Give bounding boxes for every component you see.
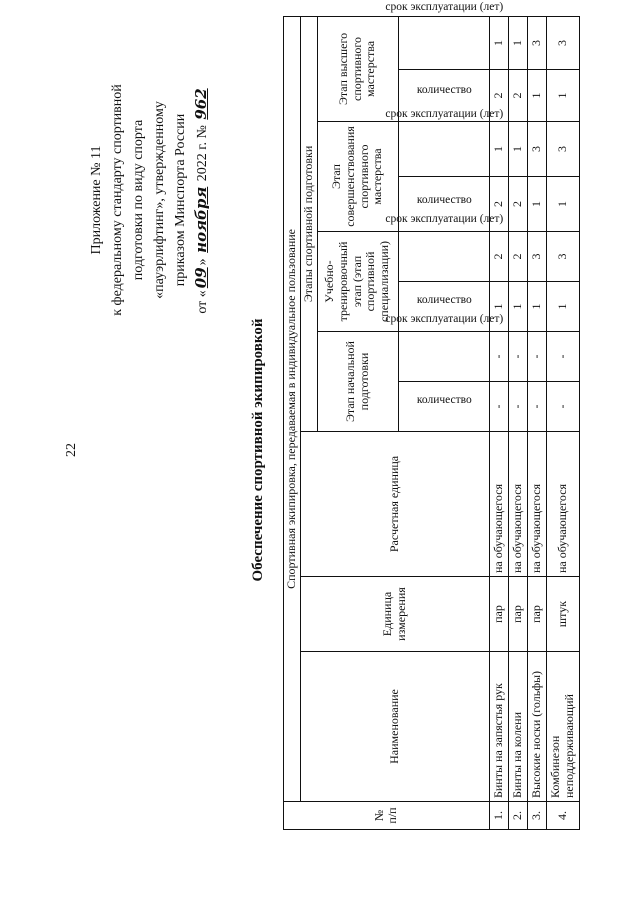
- row-value: -: [508, 382, 527, 432]
- row-calc: на обучающегося: [508, 432, 527, 577]
- row-calc: на обучающегося: [546, 432, 579, 577]
- stage-training: Учебно-тренировочный этап (этап спортивной специализации): [317, 232, 398, 332]
- row-value: -: [489, 382, 508, 432]
- order-date-line: [191, 35, 213, 365]
- row-value: 1: [527, 282, 546, 332]
- row-name: Комбинезон неподдерживающий: [546, 652, 579, 802]
- equipment-table: [283, 0, 580, 830]
- row-name: Высокие носки (гольфы): [527, 652, 546, 802]
- row-unit: пар: [527, 577, 546, 652]
- row-value: 2: [489, 70, 508, 122]
- row-value: 2: [508, 232, 527, 282]
- row-value: -: [527, 332, 546, 382]
- appendix-line: приказом Минспорта России: [173, 113, 188, 287]
- row-name: Бинты на запястья рук: [489, 652, 508, 802]
- row-value: 3: [527, 232, 546, 282]
- row-value: 1: [489, 282, 508, 332]
- date-sep: »: [195, 258, 210, 266]
- appendix-line: подготовки по виду спорта: [131, 119, 146, 281]
- row-value: 3: [546, 122, 579, 177]
- header-unit: Единица измерения: [300, 577, 489, 652]
- appendix-header: [86, 35, 213, 365]
- header-top: Спортивная экипировка, передаваемая в индивидуальное пользование: [284, 16, 301, 801]
- row-value: 2: [508, 70, 527, 122]
- row-value: 1: [527, 177, 546, 232]
- row-num: 1.: [489, 802, 508, 830]
- row-value: 1: [508, 16, 527, 69]
- row-value: 1: [546, 70, 579, 122]
- handwritten-day: 09: [192, 267, 210, 289]
- term-header: срок эксплуатации (лет): [398, 122, 489, 177]
- term-header: срок эксплуатации (лет): [398, 232, 489, 282]
- row-value: 1: [546, 282, 579, 332]
- row-num: 4.: [546, 802, 579, 830]
- stage-higher-mastery: Этап высшего спортивного мастерства: [317, 16, 398, 121]
- row-num: 2.: [508, 802, 527, 830]
- header-name: Наименование: [300, 652, 489, 802]
- row-value: -: [489, 332, 508, 382]
- row-value: -: [546, 332, 579, 382]
- date-year: 2022 г. №: [195, 125, 210, 182]
- appendix-line: к федеральному стандарту спортивной: [110, 84, 125, 316]
- qty-header: количество: [398, 70, 489, 122]
- row-value: 3: [546, 16, 579, 69]
- row-unit: пар: [508, 577, 527, 652]
- document-title: Обеспечение спортивной экипировкой: [250, 318, 266, 582]
- handwritten-month: ноября: [192, 186, 210, 253]
- row-value: 2: [489, 177, 508, 232]
- page-number: 22: [64, 443, 79, 457]
- appendix-line: Приложение № 11: [89, 145, 104, 255]
- handwritten-order-number: 962: [192, 88, 210, 120]
- row-value: 3: [546, 232, 579, 282]
- header-stages: Этапы спортивной подготовки: [300, 16, 317, 431]
- row-value: 2: [508, 177, 527, 232]
- row-value: 1: [527, 70, 546, 122]
- date-prefix: от «: [195, 290, 210, 314]
- table-row: [546, 16, 579, 829]
- appendix-line: «пауэрлифтинг», утвержденному: [152, 101, 167, 299]
- row-value: 1: [508, 282, 527, 332]
- table-row: [508, 16, 527, 829]
- table-row: [489, 16, 508, 829]
- row-value: -: [546, 382, 579, 432]
- row-value: 2: [489, 232, 508, 282]
- row-calc: на обучающегося: [527, 432, 546, 577]
- stage-initial: Этап начальной подготовки: [317, 332, 398, 432]
- term-header: срок эксплуатации (лет): [398, 16, 489, 69]
- row-value: -: [508, 332, 527, 382]
- term-header: срок эксплуатации (лет): [398, 332, 489, 382]
- row-value: -: [527, 382, 546, 432]
- row-value: 1: [489, 16, 508, 69]
- row-num: 3.: [527, 802, 546, 830]
- qty-header: количество: [398, 382, 489, 432]
- header-calc: Расчетная единица: [300, 432, 489, 577]
- stage-improvement: Этап совершенствования спортивного мастерства: [317, 122, 398, 232]
- row-calc: на обучающегося: [489, 432, 508, 577]
- row-unit: пар: [489, 577, 508, 652]
- row-value: 3: [527, 16, 546, 69]
- row-value: 1: [546, 177, 579, 232]
- row-unit: штук: [546, 577, 579, 652]
- table-row: [527, 16, 546, 829]
- qty-header: количество: [398, 177, 489, 232]
- row-value: 3: [527, 122, 546, 177]
- header-num: № п/п: [284, 802, 490, 830]
- row-name: Бинты на колени: [508, 652, 527, 802]
- row-value: 1: [489, 122, 508, 177]
- qty-header: количество: [398, 282, 489, 332]
- row-value: 1: [508, 122, 527, 177]
